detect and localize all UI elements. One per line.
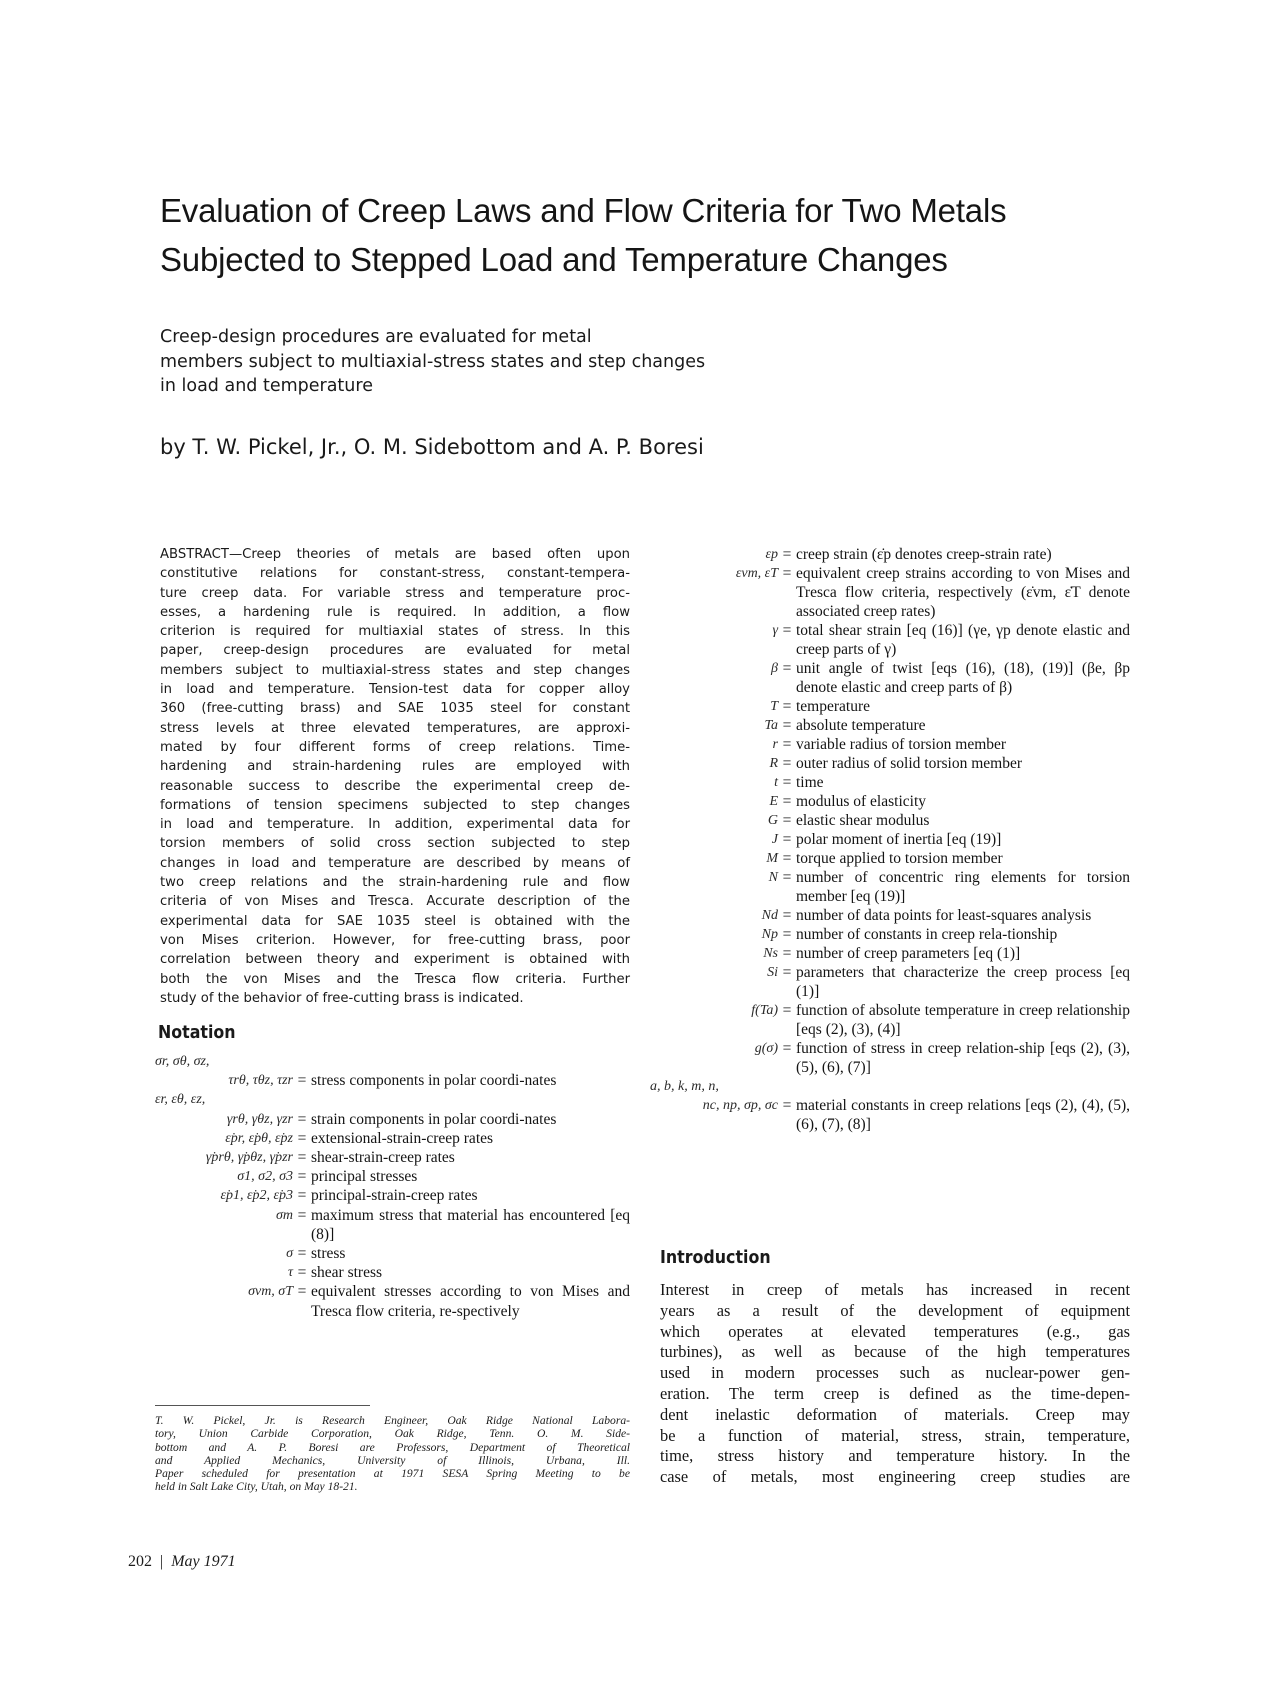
footnote-line: bottom and A. P. Boresi are Professors, Department of Theoretical	[155, 1440, 630, 1454]
equals-sign: =	[782, 774, 792, 791]
notation-definition: equivalent stresses according to von Mises and Tresca flow criteria, re-spectively	[311, 1283, 630, 1320]
notation-symbol: Np	[761, 927, 778, 942]
footnote-line: tory, Union Carbide Corporation, Oak Ridge, Tenn. O. M. Side-	[155, 1427, 630, 1441]
notation-entry	[155, 1206, 630, 1244]
abstract-line: ABSTRACT—Creep theories of metals are based often upon	[160, 547, 630, 562]
abstract-line: experimental data for SAE 1035 steel is obtained with the	[160, 913, 630, 929]
notation-symbol: ε̇p1, ε̇p2, ε̇p3	[220, 1188, 293, 1204]
notation-entry	[650, 963, 1130, 1001]
notation-symbol: ε̇pr, ε̇pθ, ε̇pz	[225, 1130, 293, 1146]
notation-symbol: Ta	[764, 718, 778, 733]
footnote-rule	[155, 1405, 370, 1406]
notation-definition: elastic shear modulus	[796, 812, 930, 829]
notation-entry	[650, 754, 1130, 773]
notation-entry	[650, 792, 1130, 811]
equals-sign: =	[782, 793, 792, 810]
introduction-line: eration. The term creep is defined as the time-depen-	[660, 1383, 1130, 1403]
notation-entry	[650, 944, 1130, 963]
abstract-line: paper, creep-design procedures are evaluated for metal	[160, 643, 630, 659]
equals-sign: =	[297, 1110, 307, 1128]
notation-definition: time	[796, 774, 824, 791]
notation-definition: principal-strain-creep rates	[311, 1187, 478, 1205]
introduction-text	[660, 1280, 1130, 1488]
notation-entry	[650, 811, 1130, 830]
notation-definition: number of creep parameters [eq (1)]	[796, 945, 1021, 962]
notation-entry	[650, 545, 1130, 564]
notation-entry	[650, 659, 1130, 697]
notation-definition: modulus of elasticity	[796, 793, 927, 810]
notation-entry	[650, 906, 1130, 925]
notation-symbol: σ	[286, 1246, 293, 1262]
subtitle-line: in load and temperature	[160, 376, 373, 396]
abstract-line: correlation between theory and experiment is obtained with	[160, 952, 630, 968]
equals-sign: =	[782, 831, 792, 848]
equals-sign: =	[782, 660, 792, 677]
notation-entry	[155, 1167, 630, 1186]
notation-entry	[650, 849, 1130, 868]
equals-sign: =	[782, 869, 792, 886]
notation-symbol: T	[770, 699, 778, 714]
equals-sign: =	[297, 1206, 307, 1224]
notation-entry	[650, 716, 1130, 735]
introduction-line: years as a result of the development of equipment	[660, 1300, 1130, 1320]
equals-sign: =	[782, 622, 792, 639]
introduction-line: be a function of material, stress, strain, temperature,	[660, 1425, 1130, 1445]
notation-entry	[650, 1001, 1130, 1039]
equals-sign: =	[782, 755, 792, 772]
introduction-line: time, stress history and temperature history. In the	[660, 1446, 1130, 1466]
issue-date: May 1971	[171, 1553, 236, 1570]
abstract-line: members subject to multiaxial-stress states and step changes	[160, 662, 630, 678]
notation-definition: unit angle of twist [eqs (16), (18), (19)] (βe, βp denote elastic and creep parts of β)	[796, 660, 1130, 696]
abstract-line: constitutive relations for constant-stress, constant-tempera-	[160, 566, 630, 582]
notation-symbol: Ns	[763, 946, 778, 961]
equals-sign: =	[297, 1283, 307, 1301]
notation-entry	[650, 564, 1130, 621]
notation-symbol: g(σ)	[754, 1041, 778, 1056]
abstract-line: 360 (free-cutting brass) and SAE 1035 steel for constant	[160, 701, 630, 717]
notation-symbol: γ̇prθ, γ̇pθz, γ̇pzr	[205, 1150, 293, 1166]
notation-entry	[650, 868, 1130, 906]
notation-definition: function of absolute temperature in creep relationship [eqs (2), (3), (4)]	[796, 1002, 1130, 1038]
notation-symbol: σm	[275, 1207, 293, 1223]
notation-list-right	[650, 545, 1130, 1134]
subtitle-line: Creep-design procedures are evaluated for metal	[160, 327, 592, 347]
notation-definition: temperature	[796, 698, 871, 715]
abstract-line: criterion is required for multiaxial states of stress. In this	[160, 624, 630, 640]
notation-entry	[650, 1077, 1130, 1096]
notation-symbol: N	[768, 870, 778, 885]
notation-entry	[650, 925, 1130, 944]
notation-definition: outer radius of solid torsion member	[796, 755, 1022, 772]
notation-entry	[155, 1186, 630, 1205]
equals-sign: =	[297, 1149, 307, 1167]
notation-definition: stress	[311, 1245, 346, 1263]
notation-symbol: εvm, εT	[735, 566, 778, 581]
notation-symbol: σr, σθ, σz,	[155, 1054, 210, 1069]
introduction-line: turbines), as well as because of the high temperatures	[660, 1342, 1130, 1362]
equals-sign: =	[782, 1002, 792, 1019]
notation-definition: equivalent creep strains according to von Mises and Tresca flow criteria, respectively (ε̇vm, ε̇T denote associated creep rates)	[796, 565, 1130, 620]
abstract-line: changes in load and temperature are described by means of	[160, 855, 630, 871]
abstract-line: mated by four different forms of creep relations. Time-	[160, 739, 630, 755]
notation-symbol: R	[769, 756, 778, 771]
introduction-heading: Introduction	[660, 1247, 771, 1268]
title-line: Evaluation of Creep Laws and Flow Criteria for Two Metals	[160, 192, 1007, 229]
notation-definition: number of constants in creep rela-tionship	[796, 926, 1058, 943]
notation-symbol: G	[767, 813, 778, 828]
equals-sign: =	[782, 907, 792, 924]
equals-sign: =	[297, 1129, 307, 1147]
notation-symbol: σ1, σ2, σ3	[237, 1169, 293, 1185]
notation-symbol: β	[771, 661, 778, 676]
equals-sign: =	[297, 1187, 307, 1205]
notation-symbol: τ	[287, 1265, 293, 1281]
notation-definition: absolute temperature	[796, 717, 926, 734]
notation-heading: Notation	[158, 1022, 236, 1043]
abstract-line: study of the behavior of free-cutting brass is indicated.	[160, 990, 524, 1006]
notation-definition: principal stresses	[311, 1168, 418, 1186]
notation-definition: function of stress in creep relation-ship [eqs (2), (3), (5), (6), (7)]	[796, 1040, 1130, 1076]
notation-definition: number of data points for least-squares analysis	[796, 907, 1092, 924]
notation-entry	[155, 1071, 630, 1090]
equals-sign: =	[782, 964, 792, 981]
abstract-line: both the von Mises and the Tresca flow criteria. Further	[160, 971, 630, 987]
notation-symbol: nc, np, σp, σc	[702, 1098, 778, 1113]
equals-sign: =	[782, 926, 792, 943]
notation-definition: strain components in polar coordi-nates	[311, 1110, 557, 1128]
introduction-line: dent inelastic deformation of materials. Creep may	[660, 1404, 1130, 1424]
footnote-line: and Applied Mechanics, University of Illinois, Urbana, Ill.	[155, 1453, 630, 1467]
equals-sign: =	[782, 565, 792, 582]
notation-definition: maximum stress that material has encountered [eq (8)]	[311, 1206, 630, 1243]
notation-entry	[650, 735, 1130, 754]
notation-entry	[155, 1052, 630, 1071]
introduction-line: which operates at elevated temperatures (e.g., gas	[660, 1321, 1130, 1341]
equals-sign: =	[782, 698, 792, 715]
abstract-line: stress levels at three elevated temperatures, are approxi-	[160, 720, 630, 736]
equals-sign: =	[297, 1245, 307, 1263]
notation-symbol: r	[772, 737, 778, 752]
abstract-line: criteria of von Mises and Tresca. Accurate description of the	[160, 894, 630, 910]
equals-sign: =	[782, 546, 792, 563]
subtitle-line: members subject to multiaxial-stress states and step changes	[160, 351, 706, 372]
notation-entry	[155, 1129, 630, 1148]
notation-symbol: M	[766, 851, 778, 866]
equals-sign: =	[782, 812, 792, 829]
notation-symbol: t	[774, 775, 778, 790]
footnote-line: T. W. Pickel, Jr. is Research Engineer, Oak Ridge National Labora-	[155, 1414, 630, 1427]
equals-sign: =	[782, 717, 792, 734]
equals-sign: =	[297, 1264, 307, 1282]
notation-definition: variable radius of torsion member	[796, 736, 1007, 753]
notation-definition: torque applied to torsion member	[796, 850, 1003, 867]
notation-symbol: εp	[765, 547, 778, 562]
equals-sign: =	[782, 1040, 792, 1057]
notation-symbol: f(Ta)	[751, 1003, 778, 1018]
abstract-line: formations of tension specimens subjected to step changes	[160, 797, 630, 813]
article-title	[160, 186, 1160, 284]
abstract-line: reasonable success to describe the experimental creep de-	[160, 778, 630, 794]
abstract-line: ture creep data. For variable stress and temperature proc-	[160, 585, 630, 601]
notation-entry	[650, 830, 1130, 849]
notation-entry	[650, 1096, 1130, 1134]
abstract-line: two creep relations and the strain-hardening rule and flow	[160, 875, 630, 891]
footnote-line: Paper scheduled for presentation at 1971 SESA Spring Meeting to be	[155, 1467, 630, 1481]
equals-sign: =	[782, 736, 792, 753]
abstract-line: von Mises criterion. However, for free-cutting brass, poor	[160, 932, 630, 948]
notation-definition: stress components in polar coordi-nates	[311, 1072, 557, 1090]
notation-definition: shear-strain-creep rates	[311, 1149, 455, 1167]
notation-list-left	[155, 1052, 630, 1321]
notation-entry	[155, 1282, 630, 1320]
abstract-line: hardening and strain-hardening rules are employed with	[160, 759, 630, 775]
notation-symbol: a, b, k, m, n,	[650, 1079, 719, 1094]
equals-sign: =	[782, 1097, 792, 1114]
abstract-line: in load and temperature. In addition, experimental data for	[160, 817, 630, 833]
notation-symbol: Si	[767, 965, 778, 980]
notation-definition: parameters that characterize the creep process [eq (1)]	[796, 964, 1130, 1000]
abstract-line: esses, a hardening rule is required. In addition, a flow	[160, 604, 630, 620]
notation-entry	[650, 1039, 1130, 1077]
notation-entry	[155, 1263, 630, 1282]
equals-sign: =	[297, 1168, 307, 1186]
equals-sign: =	[297, 1072, 307, 1090]
notation-symbol: τrθ, τθz, τzr	[228, 1073, 293, 1089]
author-footnote	[155, 1414, 630, 1494]
abstract-line: in load and temperature. Tension-test data for copper alloy	[160, 682, 630, 698]
notation-entry	[650, 773, 1130, 792]
notation-definition: polar moment of inertia [eq (19)]	[796, 831, 1002, 848]
notation-entry	[155, 1148, 630, 1167]
author-byline: by T. W. Pickel, Jr., O. M. Sidebottom and A. P. Boresi	[160, 435, 704, 459]
introduction-line: used in modern processes such as nuclear-power gen-	[660, 1363, 1130, 1383]
equals-sign: =	[782, 945, 792, 962]
notation-entry	[650, 621, 1130, 659]
title-line: Subjected to Stepped Load and Temperature Changes	[160, 241, 948, 278]
notation-entry	[155, 1090, 630, 1109]
abstract-line: torsion members of solid cross section subjected to step	[160, 836, 630, 852]
page-folio	[128, 1553, 236, 1571]
notation-definition: extensional-strain-creep rates	[311, 1129, 494, 1147]
notation-symbol: γrθ, γθz, γzr	[226, 1111, 293, 1127]
introduction-line: case of metals, most engineering creep studies are	[660, 1467, 1130, 1487]
notation-symbol: σvm, σT	[248, 1284, 293, 1300]
notation-symbol: Nd	[761, 908, 778, 923]
notation-entry	[155, 1244, 630, 1263]
article-subtitle	[160, 325, 800, 399]
notation-entry	[155, 1110, 630, 1129]
notation-symbol: γ	[772, 623, 778, 638]
abstract	[160, 545, 630, 1008]
notation-definition: total shear strain [eq (16)] (γe, γp denote elastic and creep parts of γ)	[796, 622, 1130, 658]
notation-entry	[650, 697, 1130, 716]
notation-symbol: εr, εθ, εz,	[155, 1092, 206, 1108]
page-number: 202	[128, 1553, 152, 1570]
footnote-line: held in Salt Lake City, Utah, on May 18-21.	[155, 1480, 358, 1494]
notation-symbol: J	[771, 832, 778, 847]
introduction-line: Interest in creep of metals has increased in recent	[660, 1280, 1130, 1299]
notation-definition: number of concentric ring elements for torsion member [eq (19)]	[796, 869, 1130, 905]
notation-symbol: E	[769, 794, 778, 809]
notation-definition: creep strain (ε̇p denotes creep-strain rate)	[796, 546, 1052, 563]
notation-definition: shear stress	[311, 1264, 383, 1282]
notation-definition: material constants in creep relations [eqs (2), (4), (5), (6), (7), (8)]	[796, 1097, 1130, 1133]
equals-sign: =	[782, 850, 792, 867]
folio-separator: |	[160, 1553, 164, 1570]
